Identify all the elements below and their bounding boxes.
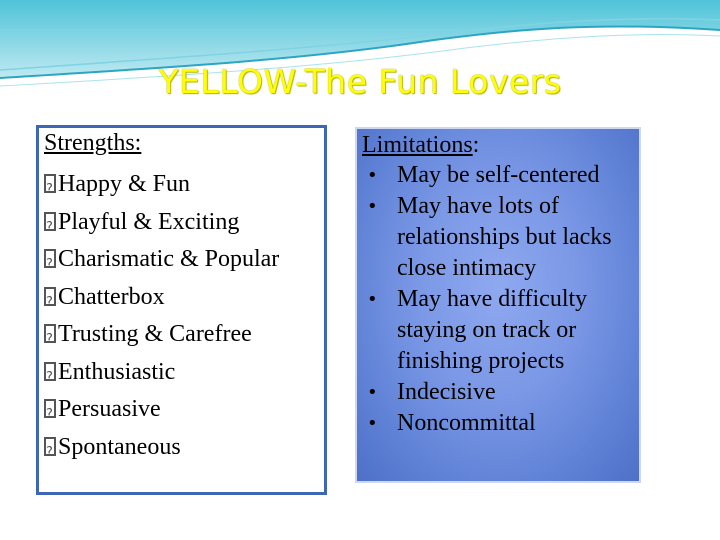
bullet-icon: • (367, 289, 378, 310)
slide-title: YELLOW-The Fun Lovers (158, 62, 562, 101)
limitations-heading: Limitations: (362, 132, 480, 158)
missing-glyph-icon (44, 437, 56, 456)
missing-glyph-icon (44, 362, 56, 381)
list-item: • May be self-centered (362, 160, 637, 191)
list-item: • May have difficulty staying on track or finishing projects (367, 286, 588, 374)
bullet-icon: • (367, 165, 378, 186)
missing-glyph-icon (44, 287, 56, 306)
missing-glyph-icon (44, 212, 56, 231)
bullet-icon: • (367, 413, 378, 434)
list-item: • Noncommittal (362, 408, 637, 439)
list-item: ?Chatterbox (44, 279, 279, 317)
bullet-icon: • (367, 196, 378, 217)
list-item: • May have lots of relationships but lacks close intimacy (367, 193, 612, 281)
missing-glyph-icon (44, 324, 56, 343)
list-item: ?Happy & Fun (44, 166, 279, 204)
list-item: ?Persuasive (44, 391, 279, 429)
list-item: ?Trusting & Carefree (44, 316, 279, 354)
list-item: ?Playful & Exciting (44, 204, 279, 242)
limitations-list (362, 160, 637, 439)
missing-glyph-icon (44, 249, 56, 268)
strengths-list (44, 166, 279, 466)
list-item: ?Charismatic & Popular (44, 241, 279, 279)
missing-glyph-icon (44, 174, 56, 193)
list-item: • Indecisive (362, 377, 637, 408)
strengths-heading: Strengths: (44, 130, 142, 156)
bullet-icon: • (367, 382, 378, 403)
list-item: ?Enthusiastic (44, 354, 279, 392)
limitations-content (362, 130, 637, 439)
missing-glyph-icon (44, 399, 56, 418)
list-item: ?Spontaneous (44, 429, 279, 467)
